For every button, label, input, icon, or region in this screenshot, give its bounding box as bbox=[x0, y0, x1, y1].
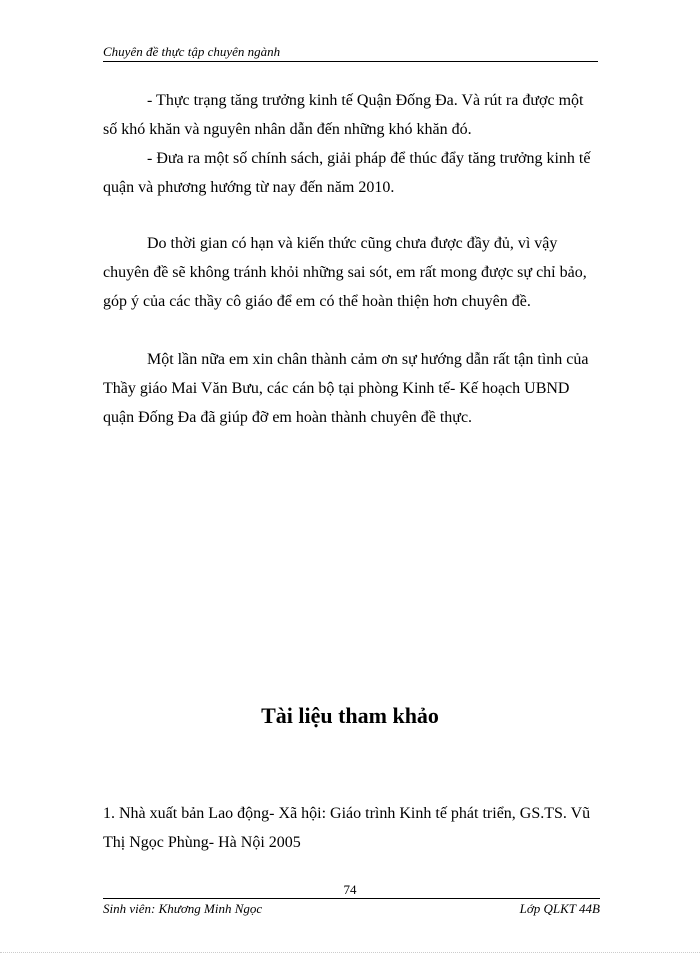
footer-student: Sinh viên: Khương Minh Ngọc bbox=[103, 901, 263, 916]
reference-item-1: 1. Nhà xuất bản Lao động- Xã hội: Giáo trình Kinh tế phát triển, GS.TS. Vũ Thị Ngọc Phùng- Hà Nội 2005 bbox=[103, 805, 591, 851]
bullet-paragraph-1: - Thực trạng tăng trưởng kinh tế Quận Đống Đa. Và rút ra được một số khó khăn và nguyên nhân dẫn đến những khó khăn đó. bbox=[103, 92, 584, 138]
bullet-paragraph-2: - Đưa ra một số chính sách, giải pháp để thúc đẩy tăng trưởng kinh tế quận và phương hướng từ nay đến năm 2010. bbox=[103, 150, 591, 196]
paragraph-thanks: Một lần nữa em xin chân thành cảm ơn sự hướng dẫn rất tận tình của Thầy giáo Mai Văn Bưu, các cán bộ tại phòng Kinh tế- Kế hoạch UBND quận Đống Đa đã giúp đỡ em hoàn thành chuyên đề thực. bbox=[103, 351, 589, 426]
body-paragraph-4 bbox=[103, 345, 600, 432]
references-title: Tài liệu tham khảo bbox=[261, 703, 439, 728]
footer-class: Lớp QLKT 44B bbox=[519, 901, 600, 916]
page-footer bbox=[103, 901, 600, 917]
page-edge bbox=[0, 952, 700, 953]
paragraph-apology: Do thời gian có hạn và kiến thức cũng chưa được đầy đủ, vì vậy chuyên đề sẽ không tránh khỏi những sai sót, em rất mong được sự chỉ bảo, góp ý của các thầy cô giáo để em có thể hoàn thiện hơn chuyên đề. bbox=[103, 235, 587, 310]
page-number: 74 bbox=[343, 882, 357, 897]
body-paragraph-3 bbox=[103, 229, 600, 316]
page-header: Chuyên đề thực tập chuyên ngành bbox=[103, 44, 598, 62]
references-list bbox=[103, 799, 600, 857]
body-section-1 bbox=[103, 86, 600, 202]
footer-divider bbox=[103, 898, 600, 899]
